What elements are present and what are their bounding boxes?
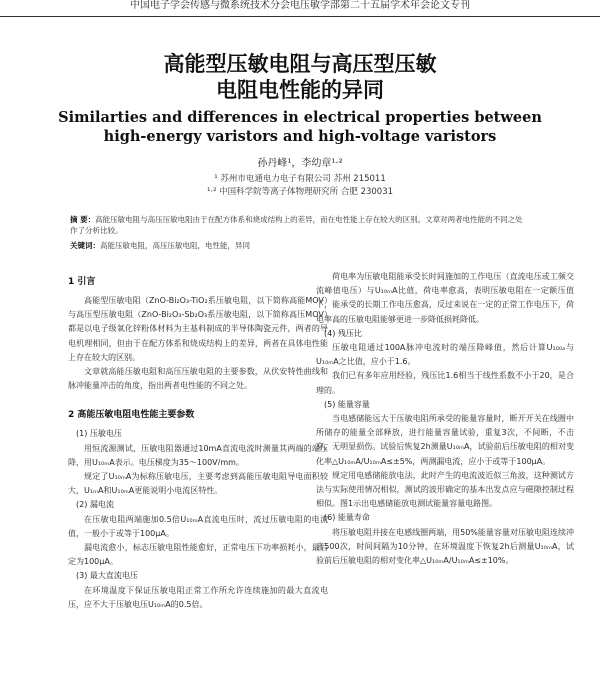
keywords-label: 关键词： — [70, 241, 100, 250]
running-header: 中国电子学会传感与微系统技术分会电压敏学部第二十五届学术年会论文专刊 — [0, 0, 600, 17]
keywords — [70, 240, 530, 251]
title-en-line-2: high-energy varistors and high-voltage varistors — [103, 128, 497, 145]
right-column — [316, 270, 574, 568]
paragraph: 当电感储能远大于压敏电阻所承受的能量容量时，断开开关在线圈中所储存的能量全部释放，进行能量容量试验，重复3次，不间断，不击穿，无明显损伤。试验后恢复2h测量U₁₀ₘA，试验前后压敏电阻的相对变化率△U₁₀ₘA/U₁₀ₘA≤±5%，两测漏电流，应小于或等于100μA。 — [316, 414, 574, 466]
authors: 孙丹峰¹，李幼章¹·² — [257, 158, 343, 169]
paragraph: 规定用电感储能放电法，此时产生的电流波近似三角波，这种测试方法与实际使用情况相似，测试的波形确定的基本出发点应与磁隙控制过程相似。图1示出电感储能放电测试能量容量电路图。 — [316, 470, 574, 509]
abstract — [70, 214, 530, 236]
subsection-heading: (1) 压敏电压 — [76, 429, 122, 439]
keywords-text: 高能压敏电阻，高压压敏电阻，电性能，异同 — [100, 241, 250, 250]
title-en-line-1: Similarties and differences in electrical properties between — [58, 109, 542, 126]
title-cn-line-2: 电阻电性能的异同 — [216, 78, 384, 102]
title-cn-line-1: 高能型压敏电阻与高压型压敏 — [163, 52, 437, 76]
paragraph: 荷电率为压敏电阻能承受长时间施加的工作电压（直流电压或工频交流峰值电压）与U₁₀ₘA比值，荷电率愈高，表明压敏电阻在一定额压值下，能承受的长期工作电压愈高，反过来说在一定的正常工作电压下，荷电率高的压敏电阻能够更进一步降低损耗降低。 — [316, 272, 574, 324]
paragraph: 用恒流源测试，压敏电阻器通过10mA直流电流时测量其两端的端压降，用U₁₀ₘA表示。电压梯度为35～100V/mm。 — [68, 443, 328, 467]
subsection-heading: (5) 能量容量 — [324, 399, 370, 409]
affiliation-2: ¹·² 中国科学院等离子体物理研究所 合肥 230031 — [206, 187, 394, 197]
section-heading: 1 引言 — [68, 277, 96, 287]
affiliation-1: ¹ 苏州市电通电力电子有限公司 苏州 215011 — [214, 174, 386, 184]
abstract-text: 高能压敏电阻与高压压敏电阻由于在配方体系和烧成结构上的差异，而在电性能上存在较大的区别。文章对两者电性能的不同之处作了分析比较。 — [70, 215, 523, 235]
paragraph: 在环境温度下保证压敏电阻正常工作所允许连续施加的最大直流电压，应不大于压敏电压U₁₀ₘA的0.5倍。 — [68, 585, 328, 609]
left-column — [68, 270, 328, 612]
paragraph: 将压敏电阻并接在电感线圈两端，用50%能量容量对压敏电阻连续冲击500次，时间间隔为10分钟，在环境温度下恢复2h后测量U₁₀ₘA，试验前后压敏电阻的相对变化率△U₁₀ₘA/U₁₀ₘA≤±10%。 — [316, 527, 574, 566]
paragraph: 文章就高能压敏电阻和高压压敏电阻的主要参数，从伏安特性曲线和脉冲能量冲击的角度，指出两者电性能的不同之处。 — [68, 367, 328, 391]
section-heading: 2 高能压敏电阻电性能主要参数 — [68, 410, 195, 421]
paragraph: 在压敏电阻两端施加0.5倍U₁₀ₘA直流电压时，流过压敏电阻的电流值，一般小于或等于100μA。 — [68, 514, 328, 538]
subsection-heading: (3) 最大直流电压 — [76, 571, 138, 581]
paragraph: 我们已有多年应用经验，残压比1.6相当于线性系数不小于20，是合理的。 — [316, 371, 574, 395]
paragraph: 高能型压敏电阻（ZnO-Bi₂O₃-TiO₂系压敏电阻，以下简称高能MOV）与高压型压敏电阻（ZnO-Bi₂O₃-Sb₂O₃系压敏电阻，以下简称高压MOV）都是以电子级氧化锌粉体材料为主基料制成的半导体陶瓷元件，两者的导电机理相同，但由于在配方体系和烧成结构上的差异，两者在具体电性能上存在较大的区别。 — [68, 296, 328, 362]
abstract-label: 摘 要： — [70, 215, 96, 224]
subsection-heading: (6) 能量寿命 — [324, 513, 370, 523]
spacer — [68, 393, 328, 403]
paragraph: 规定了U₁₀ₘA为标称压敏电压，主要考虑到高能压敏电阻导电面积较大，U₁ₘA和U₁₀ₘA更能说明小电流区特性。 — [68, 472, 328, 496]
paragraph: 漏电流愈小，标志压敏电阻性能愈好，正常电压下功率损耗小，最后定为100μA。 — [68, 543, 328, 567]
subsection-heading: (4) 残压比 — [324, 328, 362, 338]
subsection-heading: (2) 漏电流 — [76, 500, 114, 510]
paragraph: 压敏电阻通过100A脉冲电流时的端压降峰值，然后计算U₁₀₀ₐ与U₁₀ₘA之比值，应小于1.6。 — [316, 343, 574, 367]
